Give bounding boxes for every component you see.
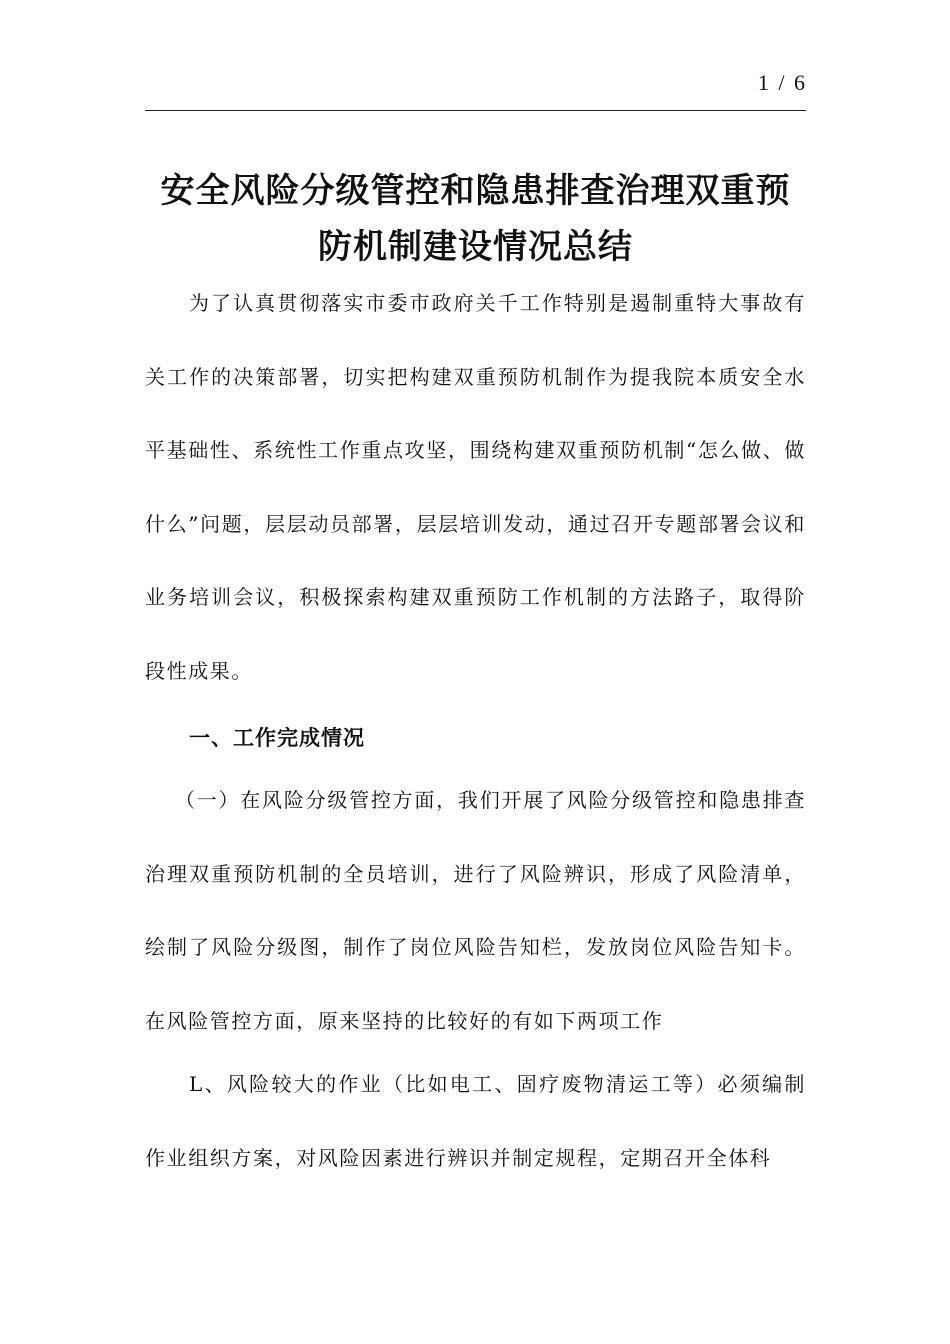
intro-paragraph: 为了认真贯彻落实市委市政府关千工作特别是遏制重特大事故有关工作的决策部署，切实把构建双重预防机制作为提我院本质安全水平基础性、系统性工作重点攻坚，围绕构建双重预防机制“怎么做、做什么”问题，层层动员部署，层层培训发动，通过召开专题部署会议和业务培训会议，积极探索构建双重预防工作机制的方法路子，取得阶段性成果。 xyxy=(145,291,806,683)
work-item-paragraph: L、风险较大的作业（比如电工、固疗废物清运工等）必须编制作业组织方案，对风险因素进行辨识并制定规程，定期召开全体科 xyxy=(145,1072,806,1170)
document-title: 安全风险分级管控和隐患排查治理双重预防机制建设情况总结 xyxy=(160,171,791,267)
header-divider xyxy=(145,110,806,111)
page-number: 1 / 6 xyxy=(757,70,807,95)
section-heading: 一、工作完成情况 xyxy=(189,726,365,750)
risk-control-paragraph: （一）在风险分级管控方面，我们开展了风险分级管控和隐患排查治理双重预防机制的全员培训，进行了风险辨识，形成了风险清单，绘制了风险分级图，制作了岗位风险告知栏，发放岗位风险告知卡。在风险管控方面，原来坚持的比较好的有如下两项工作 xyxy=(145,788,806,1033)
